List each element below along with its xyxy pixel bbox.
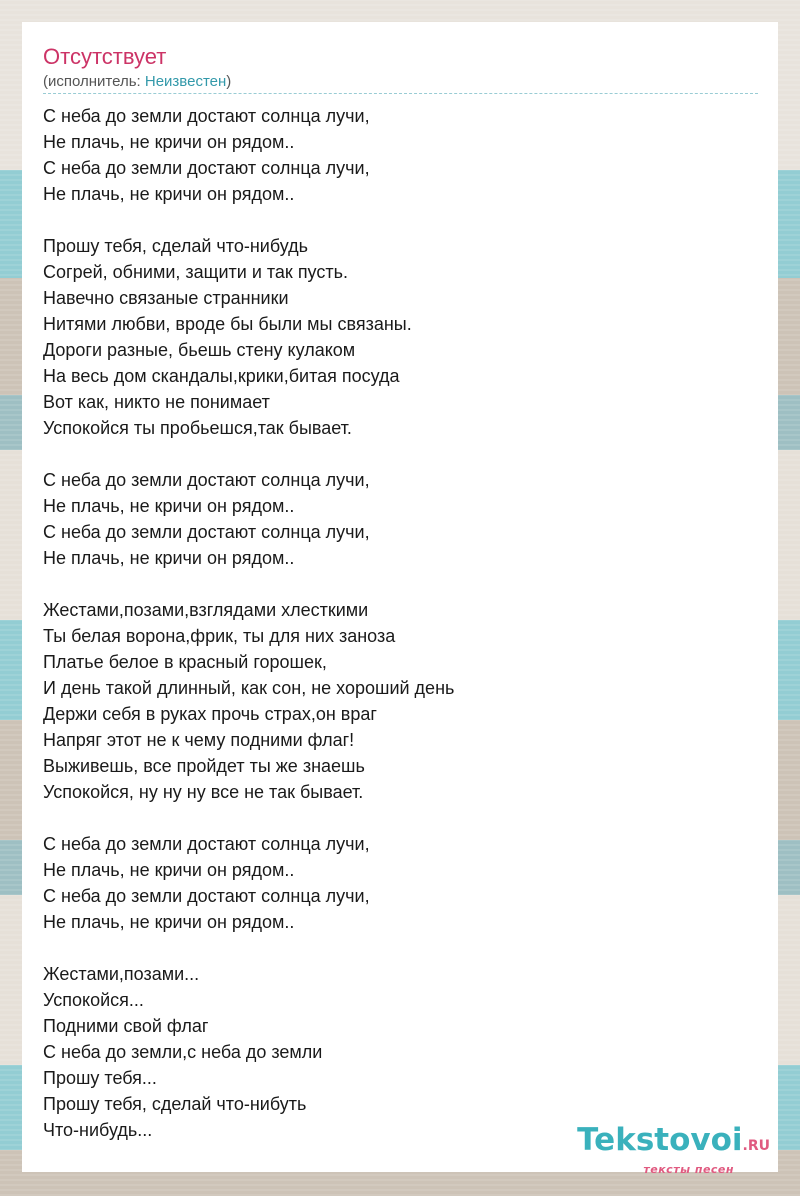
- stanza-break: [43, 935, 454, 961]
- artist-link[interactable]: Неизвестен: [144, 73, 227, 90]
- lyric-line: И день такой длинный, как сон, не хороший день: [43, 678, 455, 698]
- lyric-line: Не плачь, не кричи он рядом..: [43, 860, 295, 880]
- lyric-line: Не плачь, не кричи он рядом..: [43, 184, 295, 204]
- lyric-line: С неба до земли достают солнца лучи,: [43, 886, 370, 906]
- lyric-line: Согрей, обними, защити и так пусть.: [43, 262, 348, 282]
- logo-name: Tekstovoi: [577, 1122, 743, 1158]
- lyric-line: Успокойся ты пробьешся,так бывает.: [43, 418, 352, 438]
- lyric-line: С неба до земли достают солнца лучи,: [43, 158, 370, 178]
- lyric-line: Ты белая ворона,фрик, ты для них заноза: [43, 626, 396, 646]
- logo-tagline: тексты песен: [643, 1163, 734, 1176]
- logo-domain: .RU: [742, 1138, 770, 1154]
- lyric-line: На весь дом скандалы,крики,битая посуда: [43, 366, 400, 386]
- site-logo[interactable]: [577, 1122, 770, 1176]
- lyric-line: Не плачь, не кричи он рядом..: [43, 496, 295, 516]
- lyric-line: Подними свой флаг: [43, 1016, 209, 1036]
- artist-byline: [43, 72, 231, 92]
- lyric-line: С неба до земли,с неба до земли: [43, 1042, 323, 1062]
- artist-suffix: ): [226, 73, 232, 90]
- lyric-line: Успокойся...: [43, 990, 144, 1010]
- lyric-line: С неба до земли достают солнца лучи,: [43, 106, 370, 126]
- lyric-line: С неба до земли достают солнца лучи,: [43, 522, 370, 542]
- stanza-break: [43, 207, 454, 233]
- lyric-line: Прошу тебя, сделай что-нибуть: [43, 1094, 307, 1114]
- artist-prefix: (исполнитель:: [43, 73, 145, 90]
- lyric-line: Навечно связаные странники: [43, 288, 289, 308]
- lyric-line: Вот как, никто не понимает: [43, 392, 270, 412]
- lyric-line: Жестами,позами...: [43, 964, 200, 984]
- lyric-line: Выживешь, все пройдет ты же знаешь: [43, 756, 365, 776]
- lyric-line: С неба до земли достают солнца лучи,: [43, 834, 370, 854]
- lyric-line: Не плачь, не кричи он рядом..: [43, 548, 295, 568]
- lyric-line: Нитями любви, вроде бы были мы связаны.: [43, 314, 412, 334]
- lyric-line: Не плачь, не кричи он рядом..: [43, 132, 295, 152]
- lyric-line: Прошу тебя...: [43, 1068, 157, 1088]
- lyric-line: Напряг этот не к чему подними флаг!: [43, 730, 355, 750]
- lyric-line: С неба до земли достают солнца лучи,: [43, 470, 370, 490]
- stanza-break: [43, 805, 454, 831]
- lyrics-text: [43, 103, 454, 1143]
- stanza-break: [43, 571, 454, 597]
- lyric-line: Платье белое в красный горошек,: [43, 652, 327, 672]
- song-title: Отсутствует: [43, 44, 167, 69]
- lyric-line: Жестами,позами,взглядами хлесткими: [43, 600, 369, 620]
- lyric-line: Успокойся, ну ну ну все не так бывает.: [43, 782, 364, 802]
- lyric-line: Прошу тебя, сделай что-нибудь: [43, 236, 309, 256]
- lyric-line: Держи себя в руках прочь страх,он враг: [43, 704, 377, 724]
- title-divider: [43, 93, 758, 94]
- lyric-line: Не плачь, не кричи он рядом..: [43, 912, 295, 932]
- stanza-break: [43, 441, 454, 467]
- lyric-line: Что-нибудь...: [43, 1120, 153, 1140]
- lyrics-card: [22, 22, 778, 1176]
- lyric-line: Дороги разные, бьешь стену кулаком: [43, 340, 356, 360]
